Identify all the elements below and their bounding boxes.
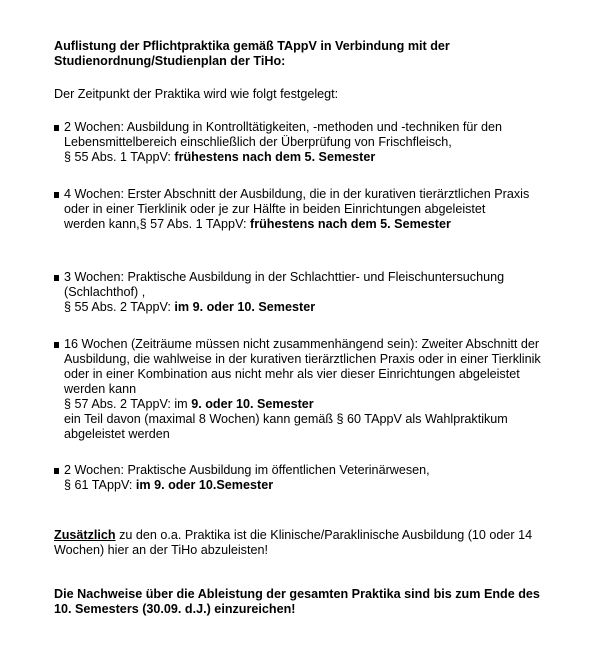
item-4-line-2: Ausbildung, die wahlweise in der kurativen tierärztlichen Praxis oder in einer Tierklinik — [64, 352, 541, 366]
additional-line-1 — [54, 528, 574, 543]
closing-line-1: Die Nachweise über die Ableistung der gesamten Praktika sind bis zum Ende des — [54, 587, 540, 601]
bullet-icon — [54, 275, 59, 281]
item-4-line-4: werden kann — [64, 382, 137, 396]
closing-note — [54, 587, 574, 617]
item-4-line-3: oder in einer Kombination aus nicht mehr als vier dieser Einrichtungen abgeleistet — [64, 367, 520, 381]
item-3-line-1: 3 Wochen: Praktische Ausbildung in der Schlachttier- und Fleischuntersuchung — [64, 270, 505, 284]
item-4-line-1: 16 Wochen (Zeiträume müssen nicht zusammenhängend sein): Zweiter Abschnitt der — [64, 337, 540, 351]
item-3-timing: im 9. oder 10. Semester — [174, 300, 316, 314]
item-1-line-2: Lebensmittelbereich einschließlich der Überprüfung von Frischfleisch, — [64, 135, 452, 149]
item-3-reference: § 55 Abs. 2 TAppV: — [64, 300, 175, 314]
bullet-icon — [54, 192, 59, 198]
item-1-timing: frühestens nach dem 5. Semester — [174, 150, 376, 164]
bullet-icon — [54, 342, 59, 348]
item-5-timing: im 9. oder 10.Semester — [135, 478, 274, 492]
item-3-line-2: (Schlachthof) , — [64, 285, 146, 299]
item-5-line-2 — [64, 478, 574, 493]
list-item — [54, 337, 574, 442]
heading-line-1: Auflistung der Pflichtpraktika gemäß TAppV in Verbindung mit der — [54, 39, 450, 53]
item-2-reference: werden kann,§ 57 Abs. 1 TAppV: — [64, 217, 250, 231]
additional-training-note — [54, 528, 574, 558]
closing-line-2: 10. Semesters (30.09. d.J.) einzureichen! — [54, 602, 296, 616]
list-item — [54, 120, 574, 165]
item-1-line-3 — [64, 150, 574, 165]
additional-emphasis: Zusätzlich — [54, 528, 116, 542]
document-heading — [54, 39, 574, 69]
item-4-timing: 9. oder 10. Semester — [191, 397, 314, 411]
item-3-line-3 — [64, 300, 574, 315]
item-2-line-1: 4 Wochen: Erster Abschnitt der Ausbildung, die in der kurativen tierärztlichen Praxis — [64, 187, 530, 201]
item-4-line-7: abgeleistet werden — [64, 427, 170, 441]
additional-line-1-rest: zu den o.a. Praktika ist die Klinische/Paraklinische Ausbildung (10 oder 14 — [115, 528, 533, 542]
item-2-timing: frühestens nach dem 5. Semester — [250, 217, 451, 231]
item-5-reference: § 61 TAppV: — [64, 478, 136, 492]
heading-line-2: Studienordnung/Studienplan der TiHo: — [54, 54, 286, 68]
item-2-line-3 — [64, 217, 574, 232]
item-1-reference: § 55 Abs. 1 TAppV: — [64, 150, 175, 164]
intro-text: Der Zeitpunkt der Praktika wird wie folgt festgelegt: — [54, 87, 339, 101]
list-item — [54, 187, 574, 232]
bullet-icon — [54, 468, 59, 474]
item-4-reference: § 57 Abs. 2 TAppV: im — [64, 397, 192, 411]
item-1-line-1: 2 Wochen: Ausbildung in Kontrolltätigkeiten, -methoden und -techniken für den — [64, 120, 503, 134]
list-item — [54, 463, 574, 493]
item-2-line-2: oder in einer Tierklinik oder je zur Hälfte in beiden Einrichtungen abgeleistet — [64, 202, 486, 216]
additional-line-2: Wochen) hier an der TiHo abzuleisten! — [54, 543, 268, 557]
item-4-line-5 — [64, 397, 574, 412]
item-4-line-6: ein Teil davon (maximal 8 Wochen) kann gemäß § 60 TAppV als Wahlpraktikum — [64, 412, 508, 426]
list-item — [54, 270, 574, 315]
bullet-icon — [54, 125, 59, 131]
item-5-line-1: 2 Wochen: Praktische Ausbildung im öffentlichen Veterinärwesen, — [64, 463, 430, 477]
